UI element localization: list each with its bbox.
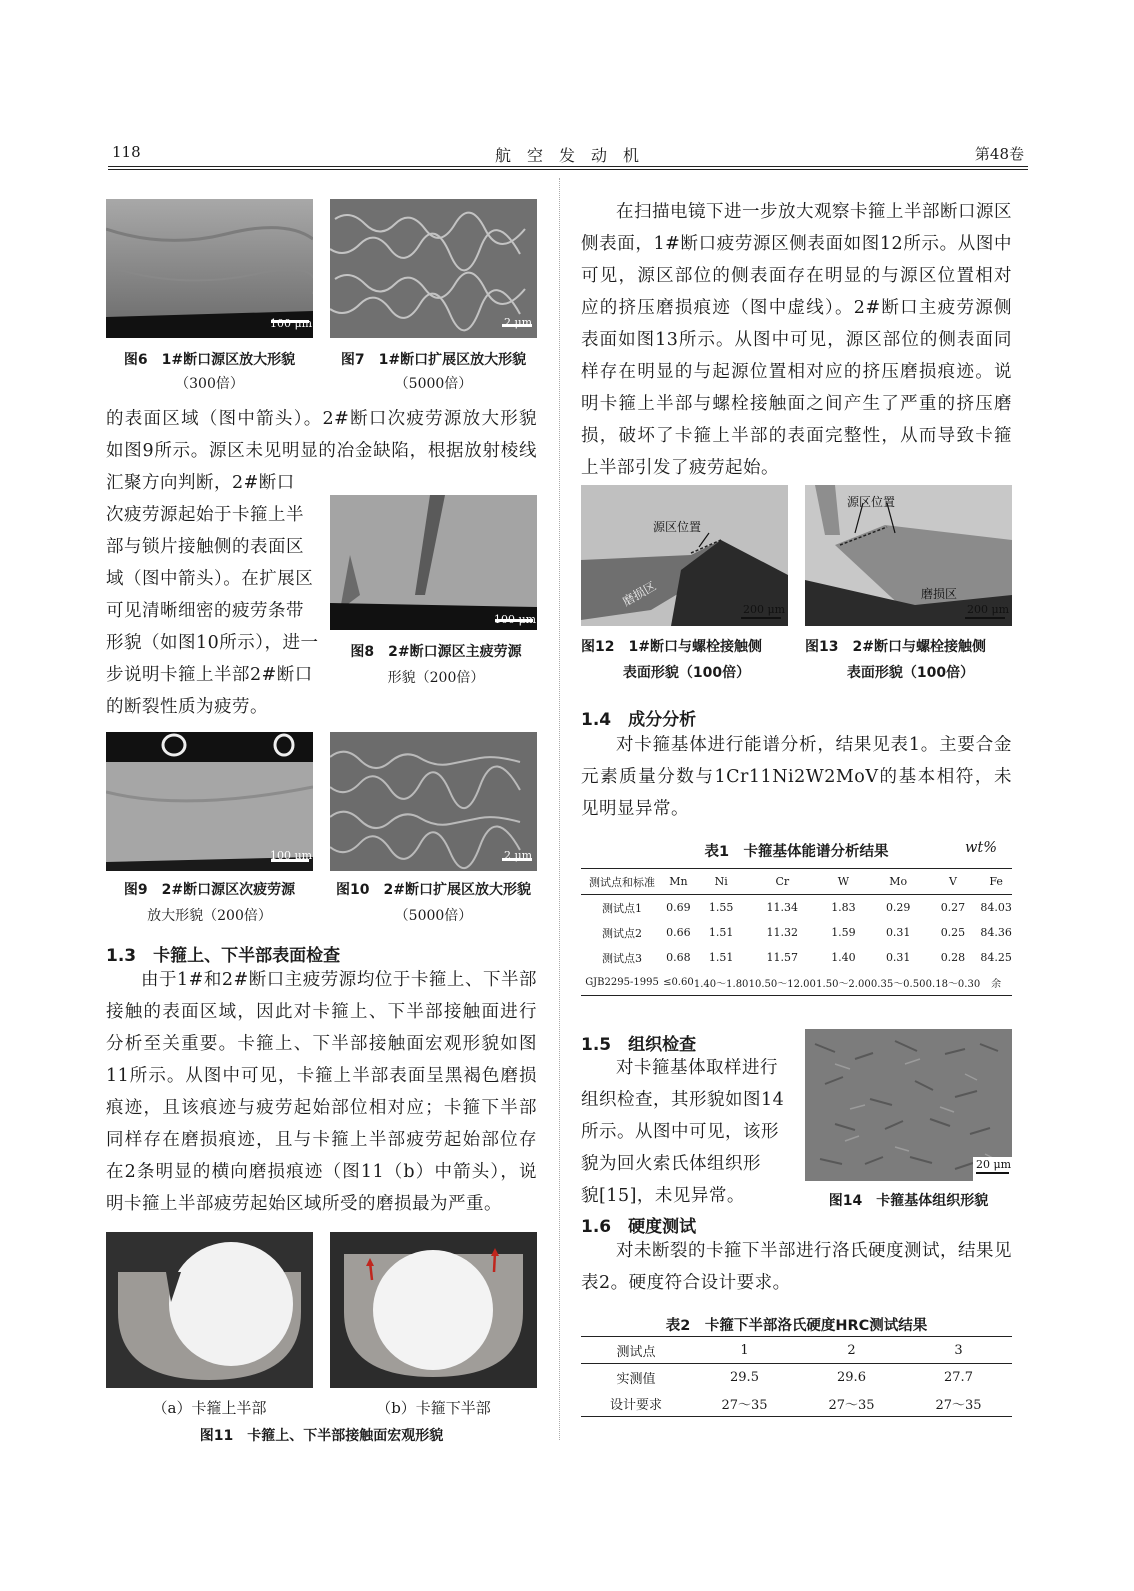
fig14-image [805,1029,1012,1181]
section-1-6-text: 对未断裂的卡箍下半部进行洛氏硬度测试，结果见表2。硬度符合设计要求。 [581,1241,1012,1293]
fig9-image [106,732,313,871]
fig7-caption: 图7 1#断口扩展区放大形貌 [340,352,527,368]
fig7-scale: 2 μm [504,316,533,329]
section-1-5-title: 1.5 组织检查 [581,1035,697,1055]
fig8-image [330,495,537,630]
fig10-caption: 图10 2#断口扩展区放大形貌 [336,882,531,898]
fig11a-image [106,1232,313,1388]
table1: 测试点和标准 Mn Ni Cr W Mo V Fe 测试点1 0.69 1.55 11.34 1.83 0.29 0.27 84.03 测试点2 0.66 1.51 11.32 1.59 0.31 0.25 84.36 测试点3 0.68 1.51 11.57 1.40 0.31 0.28 84.25 GJB2295-1995 ≤0.60 1.40～1.80 10.50～12.00 1.50～2.00 0.35～0.50 0.18～0.30 余 [581,868,1012,996]
fig6-scale: 100 μm [270,317,313,330]
fig8-scale: 100 μm [494,613,537,626]
fig11-caption: 图11 卡箍上、下半部接触面宏观形貌 [199,1428,444,1444]
header-rule [108,166,1028,167]
fig9-magnification: 放大形貌（200倍） [147,908,272,924]
fig13-source-label: 源区位置 [847,495,896,509]
fig10-image [330,732,537,871]
fig12-caption-2: 表面形貌（100倍） [622,665,751,681]
section-1-4-title: 1.4 成分分析 [581,710,697,730]
table2: 测试点 1 2 3 实测值 29.5 29.6 27.7 设计要求 27～35 27～35 27～35 [581,1336,1012,1417]
fig13-caption-1: 图13 2#断口与螺栓接触侧 [805,639,986,655]
section-1-6-title: 1.6 硬度测试 [581,1217,697,1237]
table1-title: 表1 卡箍基体能谱分析结果 [704,844,889,860]
fig8-magnification: 形貌（200倍） [387,670,485,686]
volume-label: 第48卷 [974,145,1024,163]
fig13-wear-label: 磨损区 [921,587,958,601]
table1-unit: wt% [965,840,998,856]
section-1-5-text: 对卡箍基体取样进行 组织检查，其形貌如图14 所示。从图中可见，该形 貌为回火索氏体组织形 貌[15]，未见异常。 [581,1058,785,1206]
fig12-source-label: 源区位置 [653,520,702,534]
fig12-caption-1: 图12 1#断口与螺栓接触侧 [581,639,762,655]
fig11a-label: （a）卡箍上半部 [152,1399,267,1417]
right-paragraph-1: 在扫描电镜下进一步放大观察卡箍上半部断口源区侧表面，1#断口疲劳源区侧表面如图12所示。从图中可见，源区部位的侧表面存在明显的与源区位置相对应的挤压磨损痕迹（图中虚线）。2#断口主疲劳源侧表面如图13所示。从图中可见，源区部位的侧表面同样存在明显的与起源位置相对应的挤压磨损痕迹。说明卡箍上半部与螺栓接触面之间产生了严重的挤压磨损，破坏了卡箍上半部的表面完整性，从而导致卡箍上半部引发了疲劳起始。 [581,202,1012,478]
fig7-image [330,199,537,338]
fig9-caption: 图9 2#断口源区次疲劳源 [123,882,296,898]
fig13-caption-2: 表面形貌（100倍） [846,665,975,681]
journal-title: 航 空 发 动 机 [494,146,639,165]
left-paragraph-1-wrap: 次疲劳源起始于卡箍上半 部与锁片接触侧的表面区 域（图中箭头）。在扩展区 可见清晰细密的疲劳条带 形貌（如图10所示），进一 步说明卡箍上半部2#断口 的断裂性质为疲劳。 [106,505,319,717]
fig11b-label: （b）卡箍下半部 [376,1399,491,1417]
fig8-caption: 图8 2#断口源区主疲劳源 [350,644,522,660]
section-1-4-text: 对卡箍基体进行能谱分析，结果见表1。主要合金元素质量分数与1Cr11Ni2W2MoV的基本相符，未见明显异常。 [581,735,1012,819]
fig11b-image [330,1232,537,1388]
left-paragraph-1: 的表面区域（图中箭头）。2#断口次疲劳源放大形貌如图9所示。源区未见明显的冶金缺陷，根据放射棱线汇聚方向判断，2#断口 [106,409,537,493]
fig10-magnification: （5000倍） [394,908,473,924]
header-rule-thin [108,169,1028,170]
table2-title: 表2 卡箍下半部洛氏硬度HRC测试结果 [665,1318,928,1334]
fig13-image [805,485,1012,626]
fig14-caption: 图14 卡箍基体组织形貌 [828,1193,989,1209]
fig12-image [581,485,788,626]
column-divider [559,178,560,1440]
page-number: 118 [112,143,141,161]
fig12-wear-label: 磨损区 [620,578,659,609]
fig14-scale: 20 μm [976,1158,1012,1171]
fig7-magnification: （5000倍） [394,376,473,392]
fig12-scale: 200 μm [743,603,786,616]
fig6-magnification: （300倍） [175,376,244,392]
fig6-caption: 图6 1#断口源区放大形貌 [123,352,296,368]
fig6-image [106,199,313,338]
fig13-scale: 200 μm [967,603,1010,616]
fig9-scale: 100 μm [270,849,313,862]
section-1-3-title: 1.3 卡箍上、下半部表面检查 [106,946,341,966]
section-1-3-text: 由于1#和2#断口主疲劳源均位于卡箍上、下半部接触的表面区域，因此对卡箍上、下半部接触面进行分析至关重要。卡箍上、下半部接触面宏观形貌如图11所示。从图中可见，卡箍上半部表面呈黑褐色磨损痕迹，且该痕迹与疲劳起始部位相对应；卡箍下半部同样存在磨损痕迹，且与卡箍上半部疲劳起始部位存在2条明显的横向磨损痕迹（图11（b）中箭头），说明卡箍上半部疲劳起始区域所受的磨损最为严重。 [106,970,537,1214]
fig10-scale: 2 μm [504,849,533,862]
